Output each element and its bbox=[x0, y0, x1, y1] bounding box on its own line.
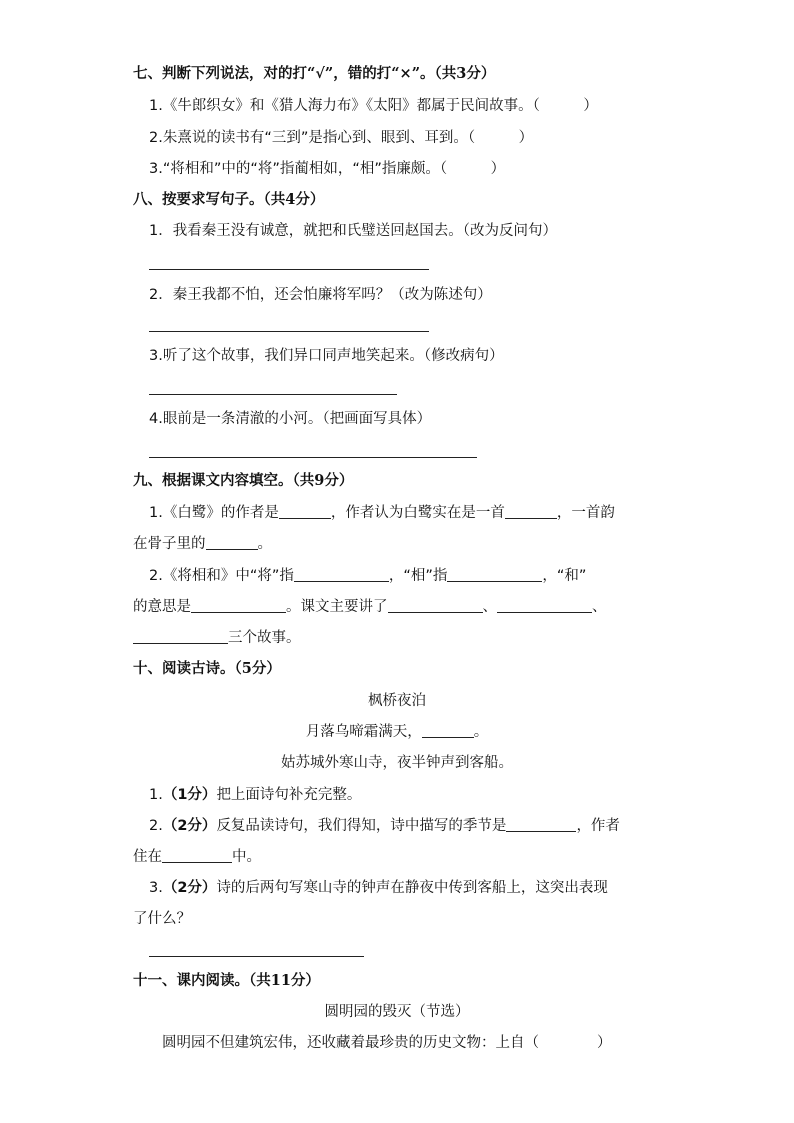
text: ，一首韵 bbox=[556, 505, 615, 521]
text: ，“和” bbox=[542, 568, 587, 584]
fill-blank[interactable] bbox=[133, 628, 228, 644]
fill-blank[interactable] bbox=[294, 566, 389, 582]
sec10-question-3-line-2: 了什么？ bbox=[133, 911, 191, 927]
points: （1分） bbox=[162, 787, 217, 803]
points: （2分） bbox=[162, 880, 217, 896]
answer-line[interactable] bbox=[149, 331, 429, 332]
sec10-question-2-line-2 bbox=[133, 847, 261, 867]
points: （2分） bbox=[162, 818, 217, 834]
fill-blank[interactable] bbox=[206, 534, 258, 550]
passage-title: 圆明园的毁灭（节选） bbox=[324, 1004, 470, 1020]
text: ，作者 bbox=[576, 818, 620, 834]
section-10-title: 十、阅读古诗。（5分） bbox=[133, 660, 281, 677]
section-11-title: 十一、课内阅读。（共11分） bbox=[133, 972, 320, 989]
fill-blank[interactable] bbox=[422, 722, 474, 738]
sec10-question-3-line-1 bbox=[149, 878, 608, 898]
sec8-question-3: 3.听了这个故事，我们异口同声地笑起来。（修改病句） bbox=[149, 348, 504, 364]
sec8-question-2: 2．秦王我都不怕，还会怕廉将军吗？（改为陈述句） bbox=[149, 287, 492, 303]
text: 。课文主要讲了 bbox=[286, 599, 388, 615]
passage-paragraph-1: 圆明园不但建筑宏伟，还收藏着最珍贵的历史文物：上自（ ） bbox=[162, 1035, 612, 1051]
fill-blank[interactable] bbox=[447, 566, 542, 582]
fill-blank[interactable] bbox=[388, 597, 483, 613]
section-9-title: 九、根据课文内容填空。（共9分） bbox=[133, 472, 354, 489]
fill-blank[interactable] bbox=[506, 816, 576, 832]
text: 把上面诗句补充完整。 bbox=[216, 787, 362, 803]
text: 的意思是 bbox=[133, 599, 191, 615]
text: 反复品读诗句，我们得知，诗中描写的季节是 bbox=[216, 818, 507, 834]
text: 住在 bbox=[133, 849, 162, 865]
sec10-question-1 bbox=[149, 785, 361, 805]
sec7-question-1: 1.《牛郎织女》和《猎人海力布》《太阳》都属于民间故事。（ ） bbox=[149, 98, 598, 114]
sec9-question-2-line-1 bbox=[149, 566, 586, 586]
sec7-question-2: 2.朱熹说的读书有“三到”是指心到、眼到、耳到。（ ） bbox=[149, 130, 534, 146]
text: 。 bbox=[473, 724, 489, 740]
sec9-question-2-line-3 bbox=[133, 628, 301, 648]
text: 1. bbox=[149, 787, 163, 803]
text: 三个故事。 bbox=[228, 630, 301, 646]
text: 月落乌啼霜满天， bbox=[305, 724, 422, 740]
text: 、 bbox=[592, 599, 607, 615]
answer-line[interactable] bbox=[149, 269, 429, 270]
answer-line[interactable] bbox=[149, 394, 397, 395]
text: 中。 bbox=[232, 849, 261, 865]
sec10-question-2-line-1 bbox=[149, 816, 620, 836]
fill-blank[interactable] bbox=[505, 503, 557, 519]
answer-line[interactable] bbox=[149, 956, 364, 957]
answer-line[interactable] bbox=[149, 457, 477, 458]
text: 1.《白鹭》的作者是 bbox=[149, 505, 279, 521]
text: 2. bbox=[149, 818, 163, 834]
sec8-question-4: 4.眼前是一条清澈的小河。（把画面写具体） bbox=[149, 411, 432, 427]
sec7-question-3: 3.“将相和”中的“将”指蔺相如，“相”指廉颇。（ ） bbox=[149, 161, 506, 177]
sec9-question-1-line-2 bbox=[133, 534, 272, 554]
section-7-title: 七、判断下列说法，对的打“√”，错的打“×”。（共3分） bbox=[133, 65, 496, 82]
fill-blank[interactable] bbox=[191, 597, 286, 613]
sec9-question-2-line-2 bbox=[133, 597, 607, 617]
sec8-question-1: 1．我看秦王没有诚意，就把和氏璧送回赵国去。（改为反问句） bbox=[149, 223, 557, 239]
fill-blank[interactable] bbox=[497, 597, 592, 613]
text: ，“相”指 bbox=[388, 568, 448, 584]
sec9-question-1-line-1 bbox=[149, 503, 615, 523]
text: 。 bbox=[257, 536, 272, 552]
section-8-title: 八、按要求写句子。（共4分） bbox=[133, 191, 325, 208]
text: 诗的后两句写寒山寺的钟声在静夜中传到客船上，这突出表现 bbox=[216, 880, 608, 896]
text: 在骨子里的 bbox=[133, 536, 206, 552]
text: 3. bbox=[149, 880, 163, 896]
text: 2.《将相和》中“将”指 bbox=[149, 568, 294, 584]
fill-blank[interactable] bbox=[279, 503, 331, 519]
poem-line-1 bbox=[0, 722, 794, 742]
text: 、 bbox=[482, 599, 497, 615]
poem-title: 枫桥夜泊 bbox=[368, 693, 426, 709]
fill-blank[interactable] bbox=[162, 847, 232, 863]
poem-line-2: 姑苏城外寒山寺，夜半钟声到客船。 bbox=[281, 755, 513, 771]
text: ，作者认为白鹭实在是一首 bbox=[330, 505, 505, 521]
